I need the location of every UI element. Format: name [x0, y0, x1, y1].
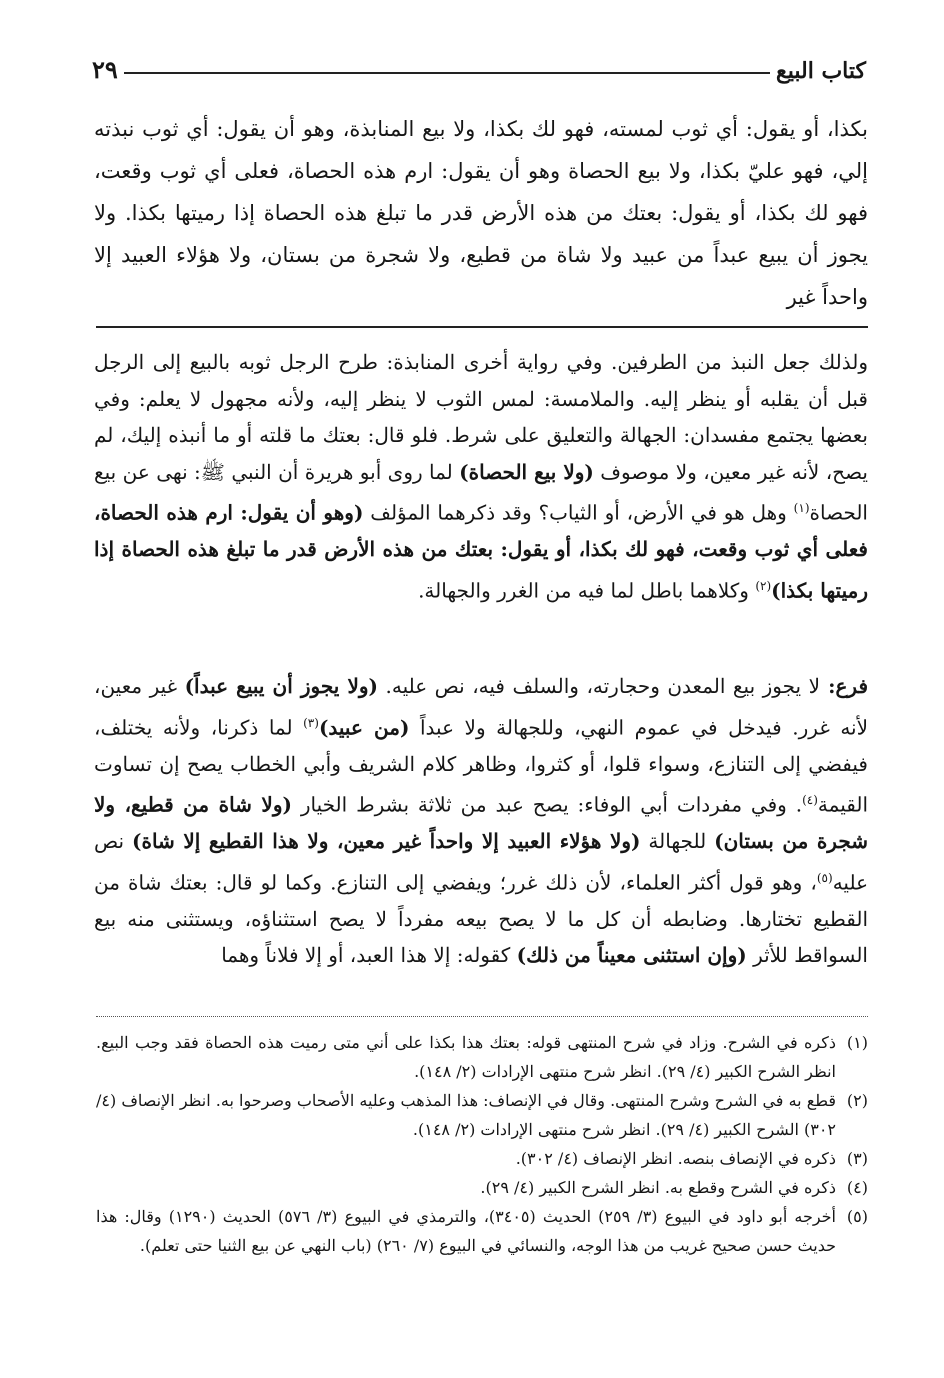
matn-quote: (ولا بيع الحصاة) — [459, 459, 594, 484]
footnote-text: ذكره في الشرح وقطع به. انظر الشرح الكبير (٤/ ٢٩). — [480, 1178, 836, 1197]
running-header — [92, 44, 866, 84]
commentary-text: ولذلك جعل النبذ من الطرفين. وفي رواية أخرى المنابذة: طرح الرجل ثوبه بالبيع إلى الرجل قبل أن يقلبه أو ينظر إليه. والملامسة: لمس الثوب لا ينظر إليه، ولأنه مجهول لا يعلم: وفي بعضها يجتمع مفسدان: الجهالة والتعليق على شرط. فلو قال: بعتك ما قلته أو ما أنبذه إليك، لم يصح، لأنه غير معين، ولا موصوف — [94, 350, 868, 484]
commentary-paragraph-1 — [94, 344, 868, 609]
footnote — [96, 1086, 868, 1144]
commentary-text: نص عليه — [94, 829, 868, 895]
footnote — [96, 1144, 868, 1173]
chapter-title: كتاب البيع — [776, 58, 866, 84]
footnote — [96, 1028, 868, 1086]
matn-quote: (وهو أن يقول: ارم هذه الحصاة، فعلى أي ثوب وقعت، فهو لك بكذا، أو يقول: بعتك من هذه الأرض قدر ما تبلغ هذه الحصاة إذا رميتها بكذا) — [94, 500, 868, 603]
commentary-text: لا يجوز بيع المعدن وحجارته، والسلف فيه، نص عليه. — [378, 674, 821, 698]
commentary-text: . وفي مفردات أبي الوفاء: يصح عبد من ثلاثة بشرط الخيار — [291, 792, 803, 817]
commentary-block-2 — [94, 668, 868, 974]
footnote-number: (٤) — [846, 1178, 868, 1197]
commentary-paragraph-2 — [94, 668, 868, 974]
footnote-separator — [96, 1016, 868, 1017]
commentary-block-1 — [94, 344, 868, 609]
footnote — [96, 1202, 868, 1260]
footnote-number: (٥) — [846, 1207, 868, 1226]
footnote — [96, 1173, 868, 1202]
footnote-number: (٢) — [846, 1091, 868, 1110]
matn-quote: فرع: — [820, 674, 869, 698]
commentary-text: لما روى أبو هريرة أن النبي ﷺ: نهى عن بيع الحصاة — [94, 459, 868, 525]
commentary-text: للجهالة — [640, 829, 715, 854]
footnote-text: ذكره في الإنصاف بنصه. انظر الإنصاف (٤/ ٣٠٢). — [515, 1149, 836, 1168]
footnotes — [96, 1028, 868, 1260]
commentary-text: غير معين، لأنه غرر. فيدخل في عموم النهي، وللجهالة ولا عبداً — [94, 674, 869, 740]
commentary-text: كقوله: إلا هذا العبد، أو إلا فلاناً وهما — [221, 943, 517, 968]
footnote-number: (٣) — [846, 1149, 868, 1168]
commentary-text: ، وهو قول أكثر العلماء، لأن ذلك غرر؛ ويفضي إلى التنازع. وكما لو قال: بعتك شاة من القطيع تختارها. وضابطه أن كل ما لا يصح بيعه مفرداً لا يصح استثناؤه، ويستثنى منه بيع السواقط للأثر — [94, 870, 868, 968]
commentary-text: وهل هو في الأرض، أو الثياب؟ وقد ذكرهما المؤلف — [363, 500, 794, 525]
matn-quote: (من عبيد) — [318, 715, 410, 740]
footnote-text: قطع به في الشرح وشرح المنتهى. وقال في الإنصاف: هذا المذهب وعليه الأصحاب وصرحوا به. انظر الإنصاف (٤/ ٣٠٢) الشرح الكبير (٤/ ٢٩). انظر شرح منتهى الإرادات (٢/ ١٤٨). — [96, 1091, 837, 1139]
footnote-ref: (٥) — [816, 870, 833, 885]
matn-quote: (ولا شاة من قطيع، ولا شجرة من بستان) — [94, 792, 869, 854]
footnote-ref: (٣) — [303, 715, 319, 730]
footnote-ref: (١) — [793, 501, 810, 515]
matn-quote: (وإن استثنى معيناً من ذلك) — [516, 943, 747, 968]
footnote-text: ذكره في الشرح. وزاد في شرح المنتهى قوله: بعتك هذا بكذا على أني متى رميت هذه الحصاة فقد وجب البيع. انظر الشرح الكبير (٤/ ٢٩). انظر شرح منتهى الإرادات (٢/ ١٤٨). — [96, 1033, 836, 1081]
page-number: ٢٩ — [92, 55, 118, 84]
header-rule — [124, 72, 770, 74]
footnote-number: (١) — [846, 1033, 868, 1052]
matn-quote: (ولا هؤلاء العبيد إلا واحداً غير معين، ولا هذا القطيع إلا شاة) — [132, 829, 641, 854]
footnote-ref: (٢) — [755, 578, 772, 593]
footnote-text: أخرجه أبو داود في البيوع (٣/ ٢٥٩) الحديث (٣٤٠٥)، والترمذي في البيوع (٣/ ٥٧٦) الحديث (١٢٩٠) وقال: هذا حديث حسن صحيح غريب من هذا الوجه، والنسائي في البيوع (٧/ ٢٦٠) (باب النهي عن بيع الثنيا حتى تعلم). — [96, 1207, 836, 1255]
footnote-ref: (٤) — [802, 793, 818, 808]
commentary-text: لما ذكرنا، ولأنه يختلف، فيفضي إلى التنازع، وسواء قلوا، أو كثروا، وظاهر كلام الشريف وأبي الخطاب يصح إن تساوت القيمة — [94, 715, 868, 817]
matn-quote: (ولا يجوز أن يبيع عبداً) — [184, 674, 378, 698]
main-paragraph: بكذا، أو يقول: أي ثوب لمسته، فهو لك بكذا، ولا بيع المنابذة، وهو أن يقول: أي ثوب نبذته إلي، فهو عليّ بكذا، ولا بيع الحصاة وهو أن يقول: ارم هذه الحصاة، فعلى أي ثوب وقعت، فهو لك بكذا، أو يقول: بعتك من هذه الأرض قدر ما تبلغ هذه الحصاة إذا رميتها بكذا. ولا يجوز أن يبيع عبداً من عبيد ولا شاة من قطيع، ولا شجرة من بستان، ولا هؤلاء العبيد إلا واحداً غير — [94, 117, 868, 309]
main-separator — [96, 326, 868, 328]
main-text — [94, 108, 868, 318]
commentary-text: وكلاهما باطل لما فيه من الغرر والجهالة. — [418, 578, 756, 603]
